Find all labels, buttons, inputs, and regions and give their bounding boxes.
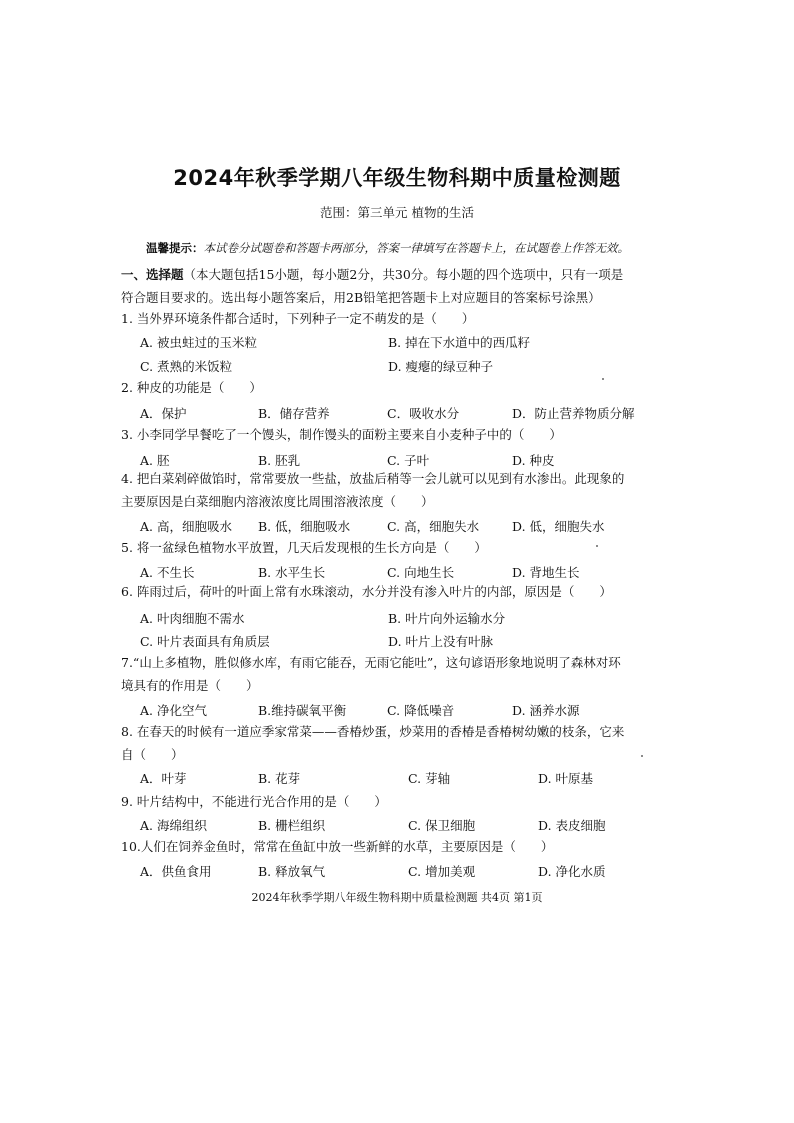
question-6: 6. 阵雨过后，荷叶的叶面上常有水珠滚动，水分并没有渗入叶片的内部，原因是（ ） [121,584,612,599]
option-b: B. 花芽 [258,771,301,786]
section-title: 一、选择题 [121,267,184,282]
option-c: C. 向地生长 [387,565,455,580]
options-1b [140,357,620,377]
options-7 [140,701,620,721]
option-a: A．叶芽 [140,771,187,786]
tip-text: 本试卷分试题卷和答题卡两部分，答案一律填写在答题卡上，在试题卷上作答无效。 [203,241,629,255]
options-6 [140,609,620,629]
option-b: B.维持碳氧平衡 [258,703,347,718]
option-b: B. 栅栏组织 [258,818,326,833]
option-d: D. 叶片上没有叶脉 [388,634,494,649]
options-1 [140,333,620,353]
option-c: C. 保卫细胞 [408,818,476,833]
option-d: D. 低，细胞失水 [512,519,605,534]
option-d: D. 背地生长 [512,565,580,580]
question-9: 9. 叶片结构中，不能进行光合作用的是（ ） [121,794,387,809]
option-c: C. 高，细胞失水 [387,519,480,534]
question-10: 10.人们在饲养金鱼时，常常在鱼缸中放一些新鲜的水草，主要原因是（ ） [121,839,554,854]
option-c: C. 芽轴 [408,771,451,786]
option-a: A. 胚 [140,453,170,468]
option-d: D. 净化水质 [538,864,606,879]
options-9 [140,816,620,836]
options-10 [140,862,620,882]
option-a: A. 不生长 [140,565,195,580]
question-2: 2. 种皮的功能是（ ） [121,380,262,395]
option-a: A．保护 [140,406,187,421]
scan-speck [596,545,598,547]
option-a: A. 净化空气 [140,703,207,718]
option-b: B. 水平生长 [258,565,326,580]
options-8 [140,769,620,789]
page-footer: 2024年秋季学期八年级生物科期中质量检测题 共4页 第1页 [251,891,543,904]
option-c: C. 叶片表面具有角质层 [140,634,270,649]
question-4: 4. 把白菜剁碎做馅时，常常要放一些盐，放盐后稍等一会儿就可以见到有水渗出。此现象的主要原因是白菜细胞内溶液浓度比周围溶液浓度（ ） [121,471,625,509]
option-b: B. 叶片向外运输水分 [388,611,506,626]
page-title: 2024年秋季学期八年级生物科期中质量检测题 [173,166,621,190]
options-6b [140,632,620,652]
option-c: C. 子叶 [387,453,430,468]
option-b: B. 掉在下水道中的西瓜籽 [388,335,531,350]
options-4 [140,517,620,537]
option-a: A．供鱼食用 [140,864,212,879]
option-b: B. 释放氧气 [258,864,326,879]
option-d: D. 种皮 [512,453,555,468]
option-b: B. 胚乳 [258,453,301,468]
option-a: A. 海绵组织 [140,818,207,833]
question-8: 8. 在春天的时候有一道应季家常菜——香椿炒蛋，炒菜用的香椿是香椿树幼嫩的枝条，它来自（ ） [121,724,625,762]
tip-line [146,240,629,256]
option-a: A. 高，细胞吸水 [140,519,232,534]
question-5: 5. 将一盆绿色植物水平放置，几天后发现根的生长方向是（ ） [121,540,487,555]
option-c: C．吸收水分 [387,406,460,421]
option-d: D．防止营养物质分解 [512,406,635,421]
section-description: （本大题包括15小题，每小题2分，共30分。每小题的四个选项中，只有一项是符合题目要求的。选出每小题答案后，用2B铅笔把答题卡上对应题目的答案标号涂黑） [121,267,624,305]
option-d: D. 涵养水源 [512,703,580,718]
option-b: B．储存营养 [258,406,330,421]
question-7: 7.“山上多植物，胜似修水库，有雨它能吞，无雨它能吐”，这句谚语形象地说明了森林对环境具有的作用是（ ） [121,655,621,693]
option-c: C. 增加美观 [408,864,476,879]
question-1: 1. 当外界环境条件都合适时，下列种子一定不萌发的是（ ） [121,311,475,326]
options-2 [140,404,635,424]
option-c: C. 降低噪音 [387,703,455,718]
option-c: C. 煮熟的米饭粒 [140,359,233,374]
option-d: D. 瘦瘪的绿豆种子 [388,359,494,374]
option-b: B. 低，细胞吸水 [258,519,351,534]
option-a: A. 叶肉细胞不需水 [140,611,245,626]
scan-speck [602,378,604,380]
section-heading [121,263,629,309]
option-d: D. 叶原基 [538,771,594,786]
tip-label: 温馨提示： [146,241,204,255]
option-a: A. 被虫蛀过的玉米粒 [140,335,257,350]
scope-subtitle: 范围：第三单元 植物的生活 [320,205,474,220]
question-3: 3. 小李同学早餐吃了一个馒头，制作馒头的面粉主要来自小麦种子中的（ ） [121,427,562,442]
option-d: D. 表皮细胞 [538,818,606,833]
scan-speck [641,755,643,757]
